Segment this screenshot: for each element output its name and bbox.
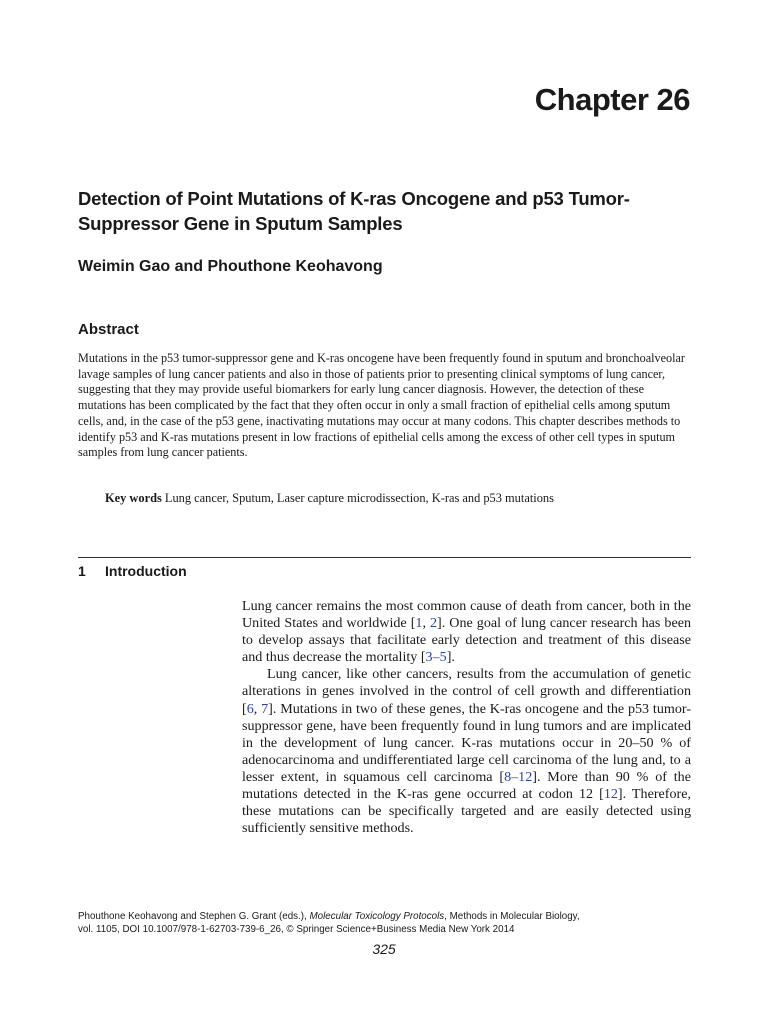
reference-link[interactable]: 2 (430, 615, 438, 632)
text-run: Lung cancer remains the most common cause of death from cancer, both in the United States and worldwide [ (242, 598, 691, 632)
page-number: 325 (372, 941, 396, 957)
reference-link[interactable]: 7 (261, 700, 269, 717)
citation-footnote (78, 911, 691, 936)
section-heading (78, 563, 187, 579)
paper-title: Detection of Point Mutations of K-ras Oncogene and p53 Tumor-Suppressor Gene in Sputum Samples (78, 188, 630, 234)
keywords-label: Key words (105, 491, 162, 505)
section-divider (78, 557, 691, 558)
reference-link[interactable]: 12 (603, 786, 618, 803)
reference-link[interactable]: 1 (415, 615, 423, 632)
text-run: ]. Therefore, these mutations can be specifically targeted and are easily detected using sufficiently sensitive methods. (242, 786, 692, 837)
section-title: Introduction (105, 563, 187, 579)
footnote-editors: Phouthone Keohavong and Stephen G. Grant (eds.), (78, 911, 310, 922)
footnote-book-title: Molecular Toxicology Protocols (309, 911, 445, 922)
introduction-body (242, 598, 691, 837)
abstract-body: Mutations in the p53 tumor-suppressor gene and K-ras oncogene have been frequently found in sputum and bronchoalveolar lavage samples of lung cancer patients and also in those of patients prior to presenting clinical symptoms of lung cancer, suggesting that they may provide useful biomarkers for early lung cancer diagnosis. However, the detection of these mutations has been complicated by the fact that they often occur in only a small fraction of epithelial cells among sputum cells, and, in the case of the p53 gene, inactivating mutations may occur at many codons. This chapter describes methods to identify p53 and K-ras mutations present in low fractions of epithelial cells among the excess of other cell types in sputum samples from lung cancer patients. (78, 351, 685, 460)
text-run: Lung cancer, like other cancers, results from the accumulation of genetic alterations in genes involved in the control of cell growth and differentiation [ (242, 666, 691, 717)
paragraph (242, 598, 691, 666)
section-number: 1 (78, 563, 86, 579)
text-run: ]. One goal of lung cancer research has been to develop assays that facilitate early detection and treatment of this disease and thus decrease the mortality [ (242, 615, 692, 666)
text-run: ]. (446, 649, 455, 666)
reference-link[interactable]: 3–5 (425, 649, 447, 666)
text-run: ]. More than 90 % of the mutations detected in the K-ras gene occurred at codon 12 [ (242, 768, 691, 803)
chapter-label: Chapter 26 (534, 82, 690, 117)
text-run: ]. Mutations in two of these genes, the K-ras oncogene and the p53 tumor-suppressor gene, have been frequently found in lung tumors and are implicated in the development of lung cancer. K-ras mutations occur in 20–50 % of adenocarcinoma and undifferentiated large cell carcinoma of the lung and, to a lesser extent, in squamous cell carcinoma [ (242, 700, 692, 785)
footnote-series: , Methods in Molecular Biology, (444, 911, 580, 922)
paragraph (242, 666, 691, 837)
keywords (105, 490, 695, 506)
abstract-heading: Abstract (78, 321, 139, 338)
text-run: , (422, 615, 430, 632)
authors: Weimin Gao and Phouthone Keohavong (78, 258, 383, 275)
text-run: , (253, 700, 262, 717)
reference-link[interactable]: 6 (246, 700, 254, 717)
keywords-text: Lung cancer, Sputum, Laser capture microdissection, K-ras and p53 mutations (164, 491, 554, 505)
reference-link[interactable]: 8–12 (504, 768, 533, 785)
footnote-doi: vol. 1105, DOI 10.1007/978-1-62703-739-6_26, © Springer Science+Business Media New York 2014 (78, 923, 515, 935)
